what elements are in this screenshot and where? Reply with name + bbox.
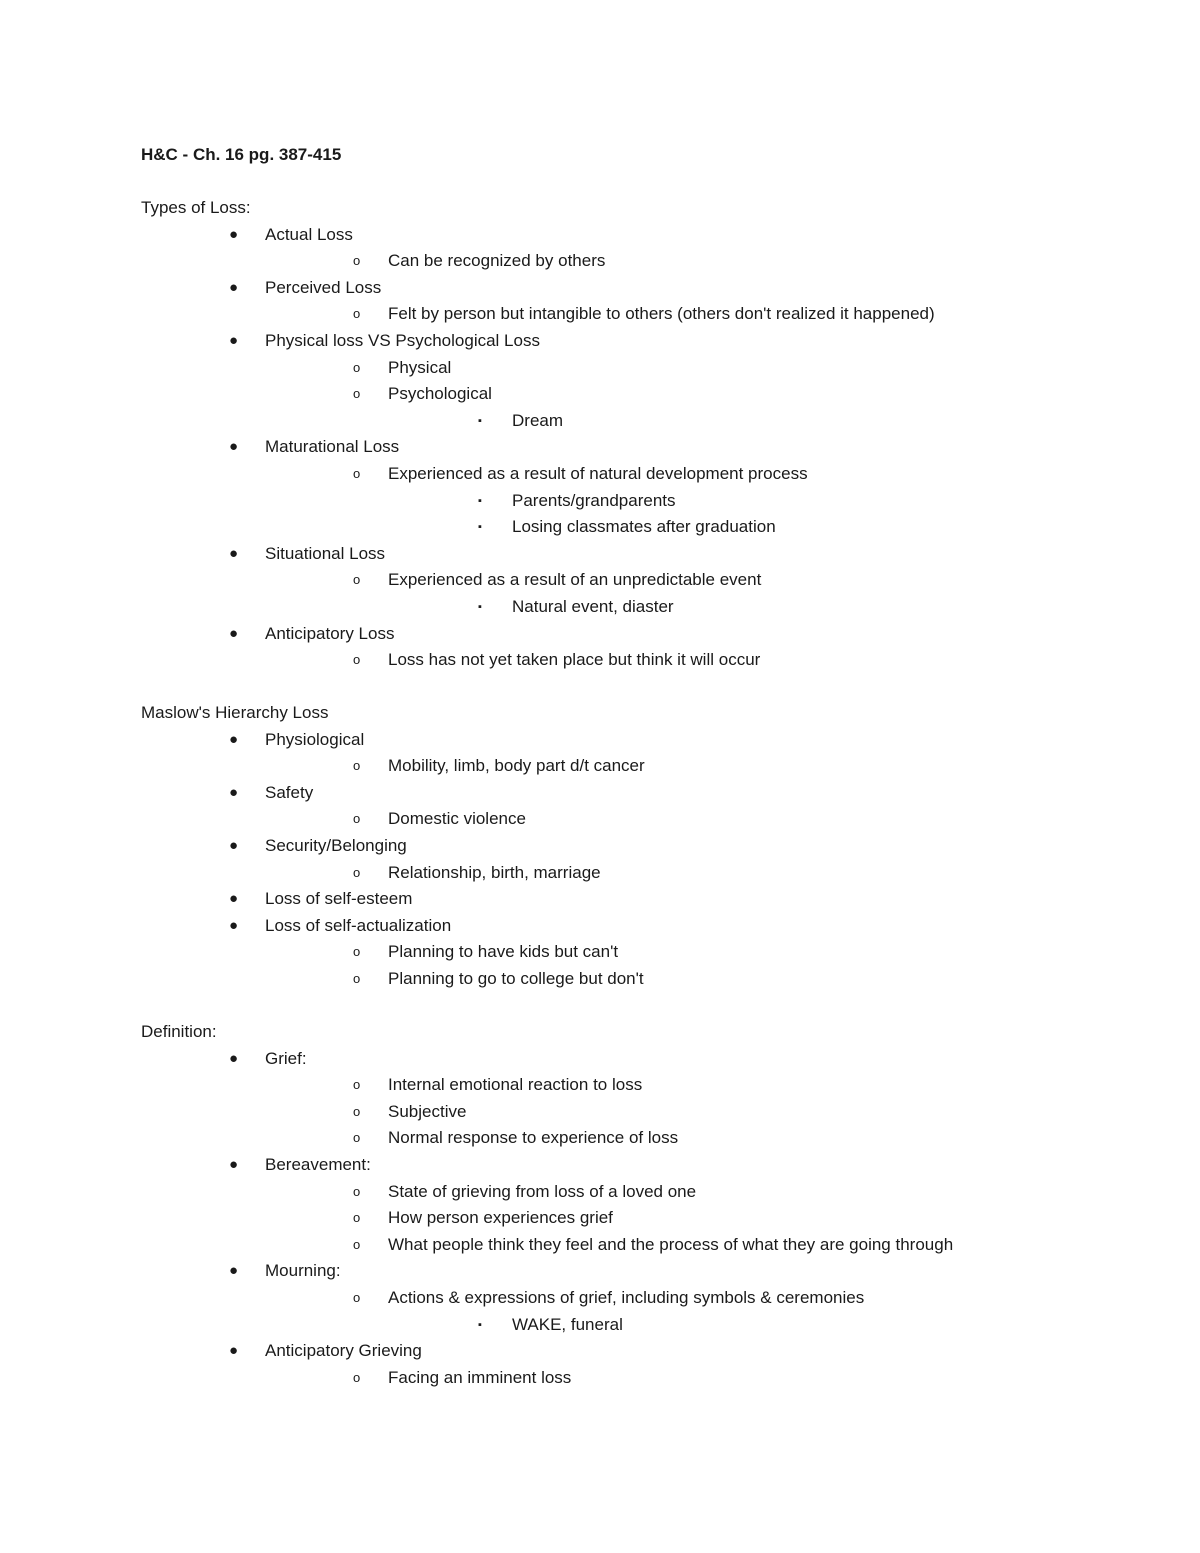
list-item-level-3 (0, 514, 1200, 541)
list-item-text: Bereavement: (265, 1155, 371, 1174)
bullet-circle-icon: o (353, 1290, 361, 1305)
bullet-circle-icon: o (353, 359, 361, 375)
list-item-level-1 (0, 1338, 1200, 1365)
bullet-circle-icon: o (353, 971, 361, 986)
list-item-text: Domestic violence (388, 809, 526, 829)
list-item-text: State of grieving from loss of a loved one (388, 1181, 697, 1201)
list-item-text: Natural event, diaster (512, 597, 674, 616)
list-item-level-1 (0, 780, 1200, 807)
list-item-text: Felt by person but intangible to others (others don't realized it happened) (388, 304, 935, 324)
bullet-circle-icon: o (353, 306, 361, 322)
list-item-level-2 (0, 1205, 1200, 1232)
list-item-text: Parents/grandparents (512, 490, 676, 510)
list-item-level-1 (0, 222, 1200, 249)
list-item-text: Losing classmates after graduation (512, 517, 776, 537)
bullet-circle-icon: o (353, 1236, 361, 1252)
list-item-text: How person experiences grief (388, 1208, 613, 1228)
list-item-level-3 (0, 1312, 1200, 1339)
bullet-circle-icon: o (353, 1210, 361, 1226)
list-item-level-1 (0, 328, 1200, 355)
bullet-circle-icon: o (353, 1103, 361, 1119)
bullet-circle-icon: o (353, 386, 361, 402)
list-item-level-2 (0, 1365, 1200, 1392)
list-item-level-1 (0, 275, 1200, 302)
bullet-circle-icon: o (353, 758, 361, 774)
bullet-circle-icon: o (353, 253, 361, 269)
list-item-text: Security/Belonging (265, 836, 407, 855)
bullet-circle-icon: o (353, 572, 361, 588)
list-item-text: Psychological (388, 384, 492, 404)
list-item-text: Grief: (265, 1048, 307, 1068)
bullet-disc-icon: ● (229, 916, 239, 934)
list-item-level-1 (0, 1152, 1200, 1179)
list-item-text: Planning to have kids but can't (388, 942, 619, 962)
bullet-disc-icon: ● (229, 1342, 239, 1360)
list-item-text: Relationship, birth, marriage (388, 862, 601, 882)
list-item-text: Facing an imminent loss (388, 1367, 572, 1387)
list-item-text: Subjective (388, 1101, 467, 1121)
list-item-level-1 (0, 886, 1200, 913)
list-item-text: WAKE, funeral (512, 1314, 623, 1334)
bullet-disc-icon: ● (229, 225, 239, 243)
list-item-level-1 (0, 727, 1200, 754)
list-item-text: Experienced as a result of natural development process (388, 464, 808, 483)
bullet-square-icon: ▪ (478, 1318, 482, 1331)
bullet-disc-icon: ● (229, 438, 239, 456)
bullet-circle-icon: o (353, 1183, 361, 1199)
list-item-text: Anticipatory Grieving (265, 1341, 422, 1361)
list-item-text: Safety (265, 782, 314, 802)
bullet-disc-icon: ● (229, 730, 239, 748)
bullet-square-icon: ▪ (478, 414, 482, 427)
bullet-circle-icon: o (353, 466, 361, 481)
list-item-level-2 (0, 1099, 1200, 1126)
list-item-level-2 (0, 381, 1200, 408)
bullet-circle-icon: o (353, 652, 361, 668)
list-item-level-2 (0, 301, 1200, 328)
bullet-disc-icon: ● (229, 783, 239, 801)
bullet-disc-icon: ● (229, 837, 239, 854)
bullet-circle-icon: o (353, 944, 361, 960)
bullet-circle-icon: o (353, 811, 361, 827)
list-item-level-1 (0, 913, 1200, 940)
list-item-level-1 (0, 541, 1200, 568)
bullet-disc-icon: ● (229, 1049, 239, 1067)
bullet-circle-icon: o (353, 1130, 361, 1146)
section-heading: Types of Loss: (141, 198, 251, 217)
bullet-disc-icon: ● (229, 890, 239, 908)
list-item-text: Perceived Loss (265, 277, 382, 297)
list-item-text: Mobility, limb, body part d/t cancer (388, 756, 645, 776)
list-item-level-2 (0, 860, 1200, 887)
list-item-level-2 (0, 939, 1200, 966)
list-item-level-2 (0, 248, 1200, 275)
list-item-text: Planning to go to college but don't (388, 969, 644, 988)
list-item-level-2 (0, 1072, 1200, 1099)
list-item-text: What people think they feel and the process of what they are going through (388, 1234, 954, 1254)
list-item-text: Anticipatory Loss (265, 623, 395, 643)
section-heading: Maslow's Hierarchy Loss (141, 703, 329, 722)
list-item-text: Physical (388, 357, 452, 377)
list-item-level-1 (0, 434, 1200, 461)
list-item-level-2 (0, 647, 1200, 674)
list-item-text: Physical loss VS Psychological Loss (265, 331, 540, 350)
bullet-disc-icon: ● (229, 278, 239, 296)
list-item-level-1 (0, 1046, 1200, 1073)
list-item-level-1 (0, 833, 1200, 860)
list-item-text: Can be recognized by others (388, 251, 606, 271)
list-item-text: Physiological (265, 729, 365, 749)
list-item-text: Mourning: (265, 1261, 341, 1281)
bullet-square-icon: ▪ (478, 521, 482, 534)
list-item-text: Loss has not yet taken place but think it will occur (388, 650, 761, 670)
list-item-level-2 (0, 753, 1200, 780)
list-item-level-2 (0, 461, 1200, 488)
list-item-text: Loss of self-esteem (265, 889, 413, 909)
bullet-circle-icon: o (353, 864, 361, 880)
list-item-level-2 (0, 966, 1200, 993)
list-item-level-3 (0, 408, 1200, 435)
list-item-level-1 (0, 621, 1200, 648)
list-item-level-2 (0, 567, 1200, 594)
bullet-circle-icon: o (353, 1369, 361, 1385)
page-title: H&C - Ch. 16 pg. 387-415 (141, 145, 342, 164)
list-item-level-2 (0, 1285, 1200, 1312)
list-item-text: Dream (512, 410, 564, 430)
bullet-disc-icon: ● (229, 624, 239, 642)
bullet-square-icon: ▪ (478, 494, 482, 507)
list-item-text: Loss of self-actualization (265, 915, 452, 935)
bullet-disc-icon: ● (229, 332, 239, 349)
list-item-level-2 (0, 355, 1200, 382)
list-item-text: Situational Loss (265, 543, 386, 563)
bullet-disc-icon: ● (229, 1262, 239, 1280)
list-item-text: Actual Loss (265, 224, 353, 244)
list-item-text: Internal emotional reaction to loss (388, 1075, 643, 1095)
bullet-disc-icon: ● (229, 544, 239, 562)
bullet-square-icon: ▪ (478, 601, 482, 613)
list-item-level-2 (0, 1125, 1200, 1152)
section-heading: Definition: (141, 1022, 217, 1041)
bullet-disc-icon: ● (229, 1156, 239, 1173)
list-item-level-2 (0, 1179, 1200, 1206)
list-item-level-3 (0, 488, 1200, 515)
list-item-level-2 (0, 806, 1200, 833)
list-item-text: Actions & expressions of grief, including symbols & ceremonies (388, 1288, 865, 1307)
bullet-circle-icon: o (353, 1077, 361, 1093)
list-item-text: Normal response to experience of loss (388, 1128, 679, 1148)
list-item-text: Experienced as a result of an unpredictable event (388, 570, 762, 590)
list-item-level-3 (0, 594, 1200, 621)
list-item-text: Maturational Loss (265, 437, 400, 457)
list-item-level-1 (0, 1258, 1200, 1285)
list-item-level-2 (0, 1232, 1200, 1259)
